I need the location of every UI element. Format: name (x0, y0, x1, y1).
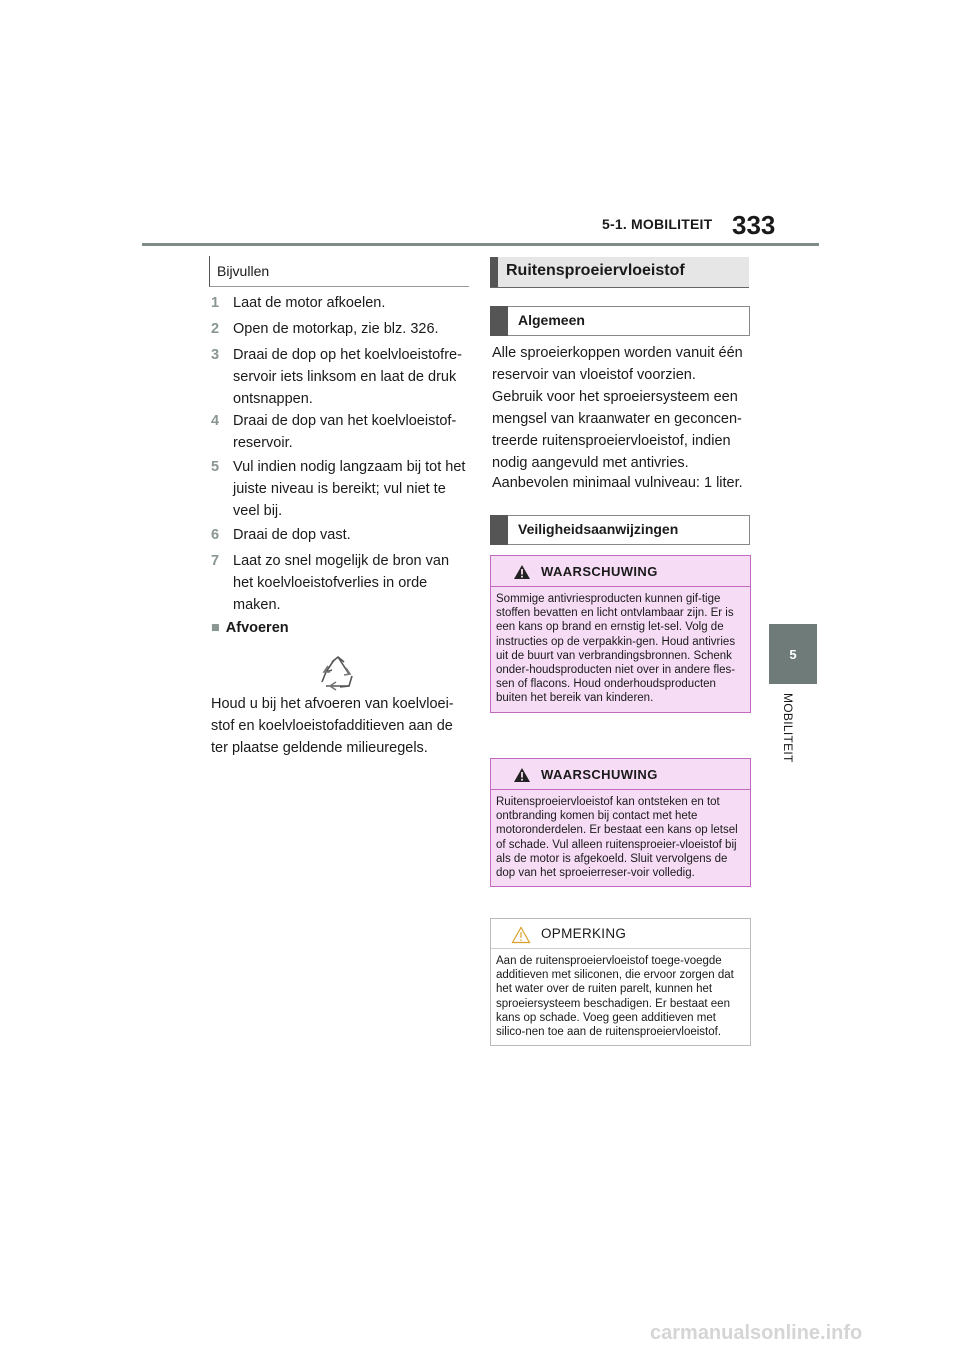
step-number: 1 (211, 295, 220, 311)
bullet-square-icon: ■ (211, 620, 220, 636)
step-number: 7 (211, 553, 220, 569)
warning-text: Ruitensproeiervloeistof kan ontsteken en tot ontbranding komen bij contact met hete motoronderdelen. Er bestaat een kans op letsel of schade. Vul alleen ruitensproeier-vloeistof bij als de motor is afgekoeld. Sluit vervolgens de dop van het sproeierreser-voir volledig. (496, 796, 738, 880)
step-5 (211, 456, 471, 522)
step-6 (211, 524, 471, 546)
watermark: carmanualsonline.info (650, 1322, 863, 1344)
step-text: Laat zo snel mogelijk de bron van het koelvloeistofverlies in orde maken. (233, 553, 450, 613)
general-paragraph-2: Gebruik voor het sproeiersysteem een mengsel van kraanwater en geconcen-treerde ruitensproeiervloeistof, indien nodig aangevuld met antivries. (492, 389, 742, 471)
section-heading-ruitensproeiervloeistof (490, 257, 749, 288)
warning-title-bar (491, 556, 750, 587)
general-paragraph-1: Alle sproeierkoppen worden vanuit één reservoir van vloeistof voorzien. (492, 345, 743, 383)
step-text: Laat de motor afkoelen. (233, 295, 386, 311)
subheading-algemeen (490, 306, 750, 336)
step-number: 4 (211, 413, 220, 429)
subheading-text: Veiligheidsaanwijzingen (518, 521, 679, 537)
subheading-text: Algemeen (518, 312, 585, 328)
step-number: 3 (211, 347, 220, 363)
page-number: 333 (732, 210, 776, 240)
warning-triangle-icon (513, 564, 531, 580)
note-box (490, 918, 751, 1046)
step-4 (211, 410, 471, 454)
afvoeren-heading (211, 620, 289, 636)
step-text: Vul indien nodig langzaam bij tot het juiste niveau is bereikt; vul niet te veel bij. (233, 459, 466, 519)
note-title: OPMERKING (541, 926, 627, 941)
warning-title: WAARSCHUWING (541, 564, 658, 579)
subheading-bar (490, 306, 508, 336)
warning-title: WAARSCHUWING (541, 767, 658, 782)
warning-text: Sommige antivriesproducten kunnen gif-tige stoffen bevatten en licht ontvlambaar zijn. Er is een kans op brand en ernstig let-sel. Volg de instructies op de verpakkin-gen. Houd antivries uit de buurt van verbrandingsbronnen. Schenk onder-houdsproducten niet over in andere fles-sen of flacons. Houd onderhoudsproducten buiten het bereik van kinderen. (496, 593, 736, 705)
step-7 (211, 550, 471, 616)
chapter-number: 5 (789, 646, 797, 662)
note-title-bar (491, 919, 750, 949)
chapter-tab-label: MOBILITEIT (781, 693, 795, 763)
step-text: Open de motorkap, zie blz. 326. (233, 321, 439, 337)
step-number: 5 (211, 459, 220, 475)
recycle-icon (316, 654, 360, 694)
warning-box-antivries (490, 555, 751, 713)
header-divider (142, 243, 819, 246)
step-number: 2 (211, 321, 220, 337)
warning-triangle-icon (513, 767, 531, 783)
caution-outline-icon (511, 926, 531, 944)
section-title: 5-1. MOBILITEIT (602, 216, 713, 232)
general-paragraph-3: Aanbevolen minimaal vulniveau: 1 liter. (492, 475, 743, 491)
disposal-paragraph: Houd u bij het afvoeren van koelvloei-stof en koelvloeistofadditieven aan de ter plaatse geldende milieuregels. (211, 696, 454, 756)
subsection-heading-text: Bijvullen (217, 263, 270, 279)
warning-box-ruitensproeiervloeistof (490, 758, 751, 887)
subheading-bar (490, 515, 508, 545)
step-text: Draai de dop van het koelvloeistof-reservoir. (233, 413, 457, 451)
subsection-heading-bijvullen (209, 256, 469, 287)
note-text: Aan de ruitensproeiervloeistof toege-voegde additieven met siliconen, die ervoor zorgen dat het water over de ruiten parelt, kunnen het sproeiersysteem beschadigen. Er bestaat een kans op schade. Voeg geen additieven met silico-nen toe aan de ruitensproeiervloeistof. (496, 955, 734, 1039)
heading-bar (490, 257, 498, 287)
chapter-tab (769, 624, 817, 684)
step-3 (211, 344, 471, 410)
step-number: 6 (211, 527, 220, 543)
step-2 (211, 318, 471, 340)
step-text: Draai de dop vast. (233, 527, 351, 543)
afvoeren-label: Afvoeren (225, 620, 289, 636)
step-text: Draai de dop op het koelvloeistofre-servoir iets linksom en laat de druk ontsnappen. (233, 347, 462, 407)
subheading-veiligheidsaanwijzingen (490, 515, 750, 545)
step-1 (211, 292, 471, 314)
section-heading-text: Ruitensproeiervloeistof (506, 262, 685, 279)
warning-title-bar (491, 759, 750, 790)
